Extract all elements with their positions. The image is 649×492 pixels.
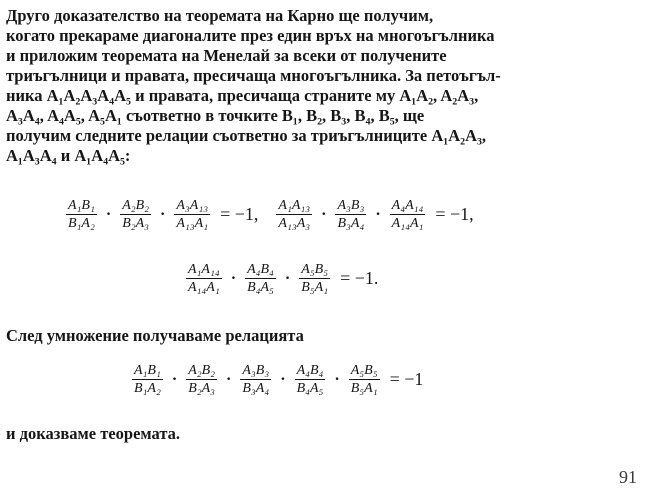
paragraph-line: ника A₁A₂A₃A₄A₅ и правата, пресичаща страните му A₁A₂, A₂A₃, — [6, 86, 479, 105]
equals-minus-one: = −1, — [220, 204, 259, 224]
numerator: A₄B₄ — [247, 262, 274, 277]
fraction — [335, 197, 366, 232]
numerator: A₄A₁₄ — [391, 198, 424, 213]
denominator: B₃A₄ — [242, 381, 270, 396]
denominator: B₂A₃ — [188, 381, 216, 396]
numerator: A₁A₁₃ — [278, 198, 311, 213]
denominator: B₄A₅ — [247, 280, 274, 295]
denominator: B₄A₅ — [296, 381, 324, 396]
equation-menelaus-3 — [182, 261, 378, 296]
denominator: B₂A₃ — [122, 216, 150, 231]
multiply-dot: · — [334, 370, 340, 388]
paragraph — [6, 6, 642, 166]
multiply-dot: · — [160, 205, 166, 223]
page-number: 91 — [619, 467, 637, 487]
fraction — [174, 197, 210, 232]
denominator: B₁A₂ — [134, 381, 161, 396]
numerator: A₂B₂ — [188, 363, 216, 378]
numerator: A₅B₅ — [301, 262, 329, 277]
numerator: A₅B₅ — [350, 363, 378, 378]
numerator: A₁B₁ — [68, 198, 95, 213]
fraction — [276, 197, 312, 232]
multiply-dot: · — [321, 205, 327, 223]
paragraph-line: Друго доказателство на теоремата на Карно ще получим, — [6, 6, 434, 25]
fraction — [132, 362, 163, 397]
paragraph-line: триъгълници и правата, пресичаща многоъгълника. За петоъгъл- — [6, 66, 501, 85]
multiply-dot: · — [226, 370, 232, 388]
equals-minus-one: = −1 — [389, 369, 424, 389]
denominator: A₁₃A₁ — [176, 216, 209, 231]
numerator: A₁A₁₄ — [188, 262, 220, 277]
paragraph-line: когато прекараме диагоналите през един връх на многоъгълника — [6, 26, 495, 45]
multiply-dot: · — [171, 370, 178, 388]
denominator: A₁₄A₁ — [391, 216, 424, 231]
multiply-dot: · — [280, 370, 286, 388]
denominator: B₅A₁ — [350, 381, 378, 396]
fraction — [349, 362, 380, 397]
denominator: B₅A₁ — [301, 280, 329, 295]
equation-product — [128, 362, 423, 397]
after-text: След умножение получаваме релацията — [6, 326, 304, 345]
fraction — [186, 362, 217, 397]
fraction — [66, 197, 97, 232]
fraction — [390, 197, 426, 232]
numerator: A₂B₂ — [122, 198, 150, 213]
paragraph-line: A₃A₄, A₄A₅, A₅A₁ съответно в точките B₁, B₂, B₃, B₄, B₅, ще — [6, 106, 425, 125]
multiply-dot: · — [230, 269, 237, 287]
denominator: B₃A₄ — [337, 216, 365, 231]
paragraph-line: и приложим теоремата на Менелай за всеки от получените — [6, 46, 447, 65]
multiply-dot: · — [105, 205, 112, 223]
paragraph-line: получим следните релации съответно за триъгълниците A₁A₂A₃, — [6, 126, 487, 145]
denominator: A₁₄A₁ — [188, 280, 220, 295]
fraction — [120, 197, 151, 232]
paragraph-line: A₁A₃A₄ и A₁A₄A₅: — [6, 146, 131, 165]
multiply-dot: · — [284, 269, 291, 287]
fraction — [295, 362, 326, 397]
numerator: A₁B₁ — [134, 363, 161, 378]
fraction — [186, 261, 222, 296]
fraction — [240, 362, 271, 397]
equation-menelaus-1-2 — [62, 197, 474, 232]
fraction — [299, 261, 330, 296]
denominator: B₁A₂ — [68, 216, 95, 231]
numerator: A₃B₃ — [242, 363, 270, 378]
numerator: A₃A₁₃ — [176, 198, 209, 213]
equals-minus-one: = −1. — [340, 268, 379, 288]
fraction — [245, 261, 276, 296]
equals-minus-one: = −1, — [435, 204, 474, 224]
numerator: A₃B₃ — [337, 198, 365, 213]
multiply-dot: · — [375, 205, 381, 223]
denominator: A₁₃A₃ — [278, 216, 311, 231]
numerator: A₄B₄ — [296, 363, 324, 378]
final-text: и доказваме теоремата. — [6, 424, 181, 443]
